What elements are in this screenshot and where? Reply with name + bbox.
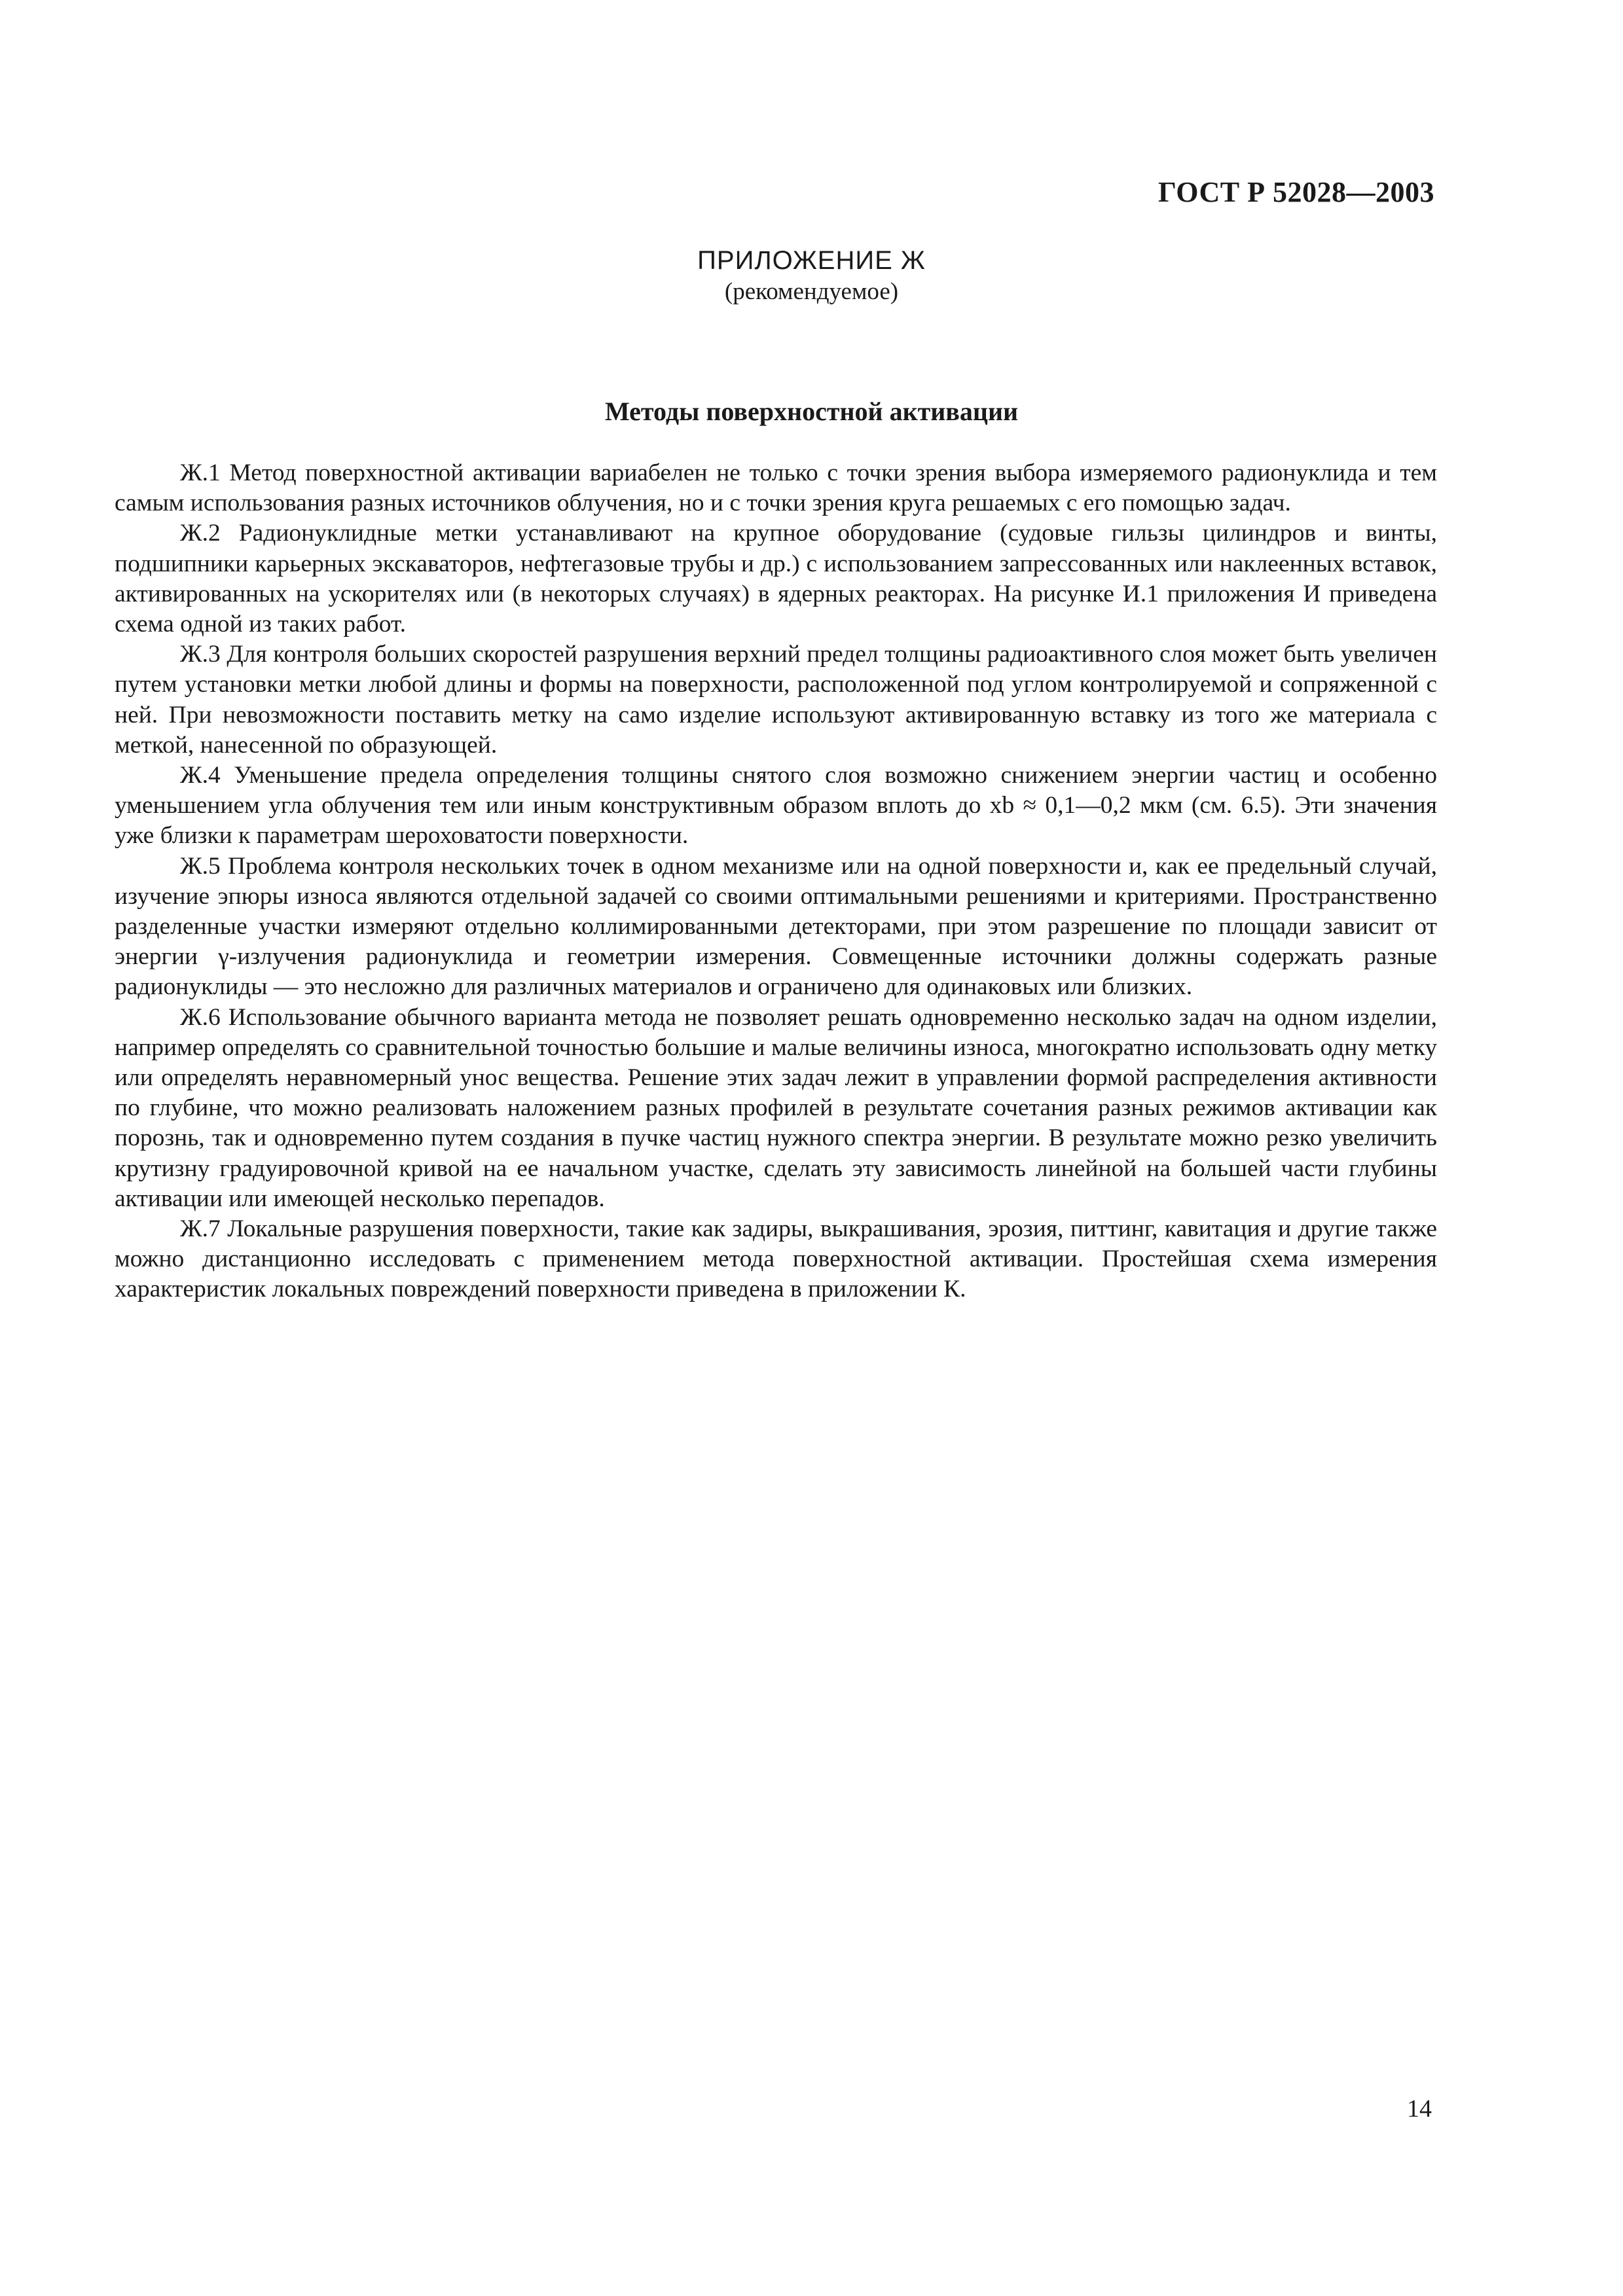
standard-code: ГОСТ Р 52028—2003 [1158,176,1434,208]
paragraph-zh1: Ж.1 Метод поверхностной активации вариабелен не только с точки зрения выбора измеряемого радионуклида и тем самым использования разных источников облучения, но и с точки зрения круга решаемых с его помощью задач. [115,459,1437,517]
section-title: Методы поверхностной активации [604,397,1019,426]
page-number: 14 [1407,2095,1432,2123]
appendix-subtitle: (рекомендуемое) [724,278,899,305]
paragraph-zh3: Ж.3 Для контроля больших скоростей разрушения верхний предел толщины радиоактивного слоя может быть увеличен путем установки метки любой длины и формы на поверхности, расположенной под углом контролируемой и сопряженной с ней. При невозможности поставить метку на само изделие используют активированную вставку из того же материала с меткой, нанесенной по образующей. [115,641,1437,759]
paragraph-zh5: Ж.5 Проблема контроля нескольких точек в одном механизме или на одной поверхности и, как ее предельный случай, изучение эпюры износа являются отдельной задачей со своими оптимальными решениями и критериями. Пространственно разделенные участки измеряют отдельно коллимированными детекторами, при этом разрешение по площади зависит от энергии γ-излучения радионуклида и геометрии измерения. Совмещенные источники должны содержать разные радионуклиды — это несложно для различных материалов и ограничено для одинаковых или близких. [115,852,1437,1001]
body-text [115,458,1437,1305]
paragraph-zh2: Ж.2 Радионуклидные метки устанавливают на крупное оборудование (судовые гильзы цилиндров и винты, подшипники карьерных экскаваторов, нефтегазовые трубы и др.) с использованием запрессованных или наклеенных вставок, активированных на ускорителях или (в некоторых случаях) в ядерных реакторах. На рисунке И.1 приложения И приведена схема одной из таких работ. [115,520,1437,638]
appendix-title: ПРИЛОЖЕНИЕ Ж [697,246,926,275]
paragraph-zh4: Ж.4 Уменьшение предела определения толщины снятого слоя возможно снижением энергии частиц и особенно уменьшением угла облучения тем или иным конструктивным образом вплоть до xb ≈ 0,1—0,2 мкм (см. 6.5). Эти значения уже близки к параметрам шероховатости поверхности. [115,762,1437,850]
paragraph-zh7: Ж.7 Локальные разрушения поверхности, такие как задиры, выкрашивания, эрозия, питтинг, кавитация и другие также можно дистанционно исследовать с применением метода поверхностной активации. Простейшая схема измерения характеристик локальных повреждений поверхности приведена в приложении К. [115,1215,1437,1303]
paragraph-zh6: Ж.6 Использование обычного варианта метода не позволяет решать одновременно несколько задач на одном изделии, например определять со сравнительной точностью большие и малые величины износа, многократно использовать одну метку или определять неравномерный унос вещества. Решение этих задач лежит в управлении формой распределения активности по глубине, что можно реализовать наложением разных профилей в результате сочетания разных режимов активации как порознь, так и одновременно путем создания в пучке частиц нужного спектра энергии. В результате можно резко увеличить крутизну градуировочной кривой на ее начальном участке, сделать эту зависимость линейной на большей части глубины активации или имеющей несколько перепадов. [115,1003,1437,1212]
